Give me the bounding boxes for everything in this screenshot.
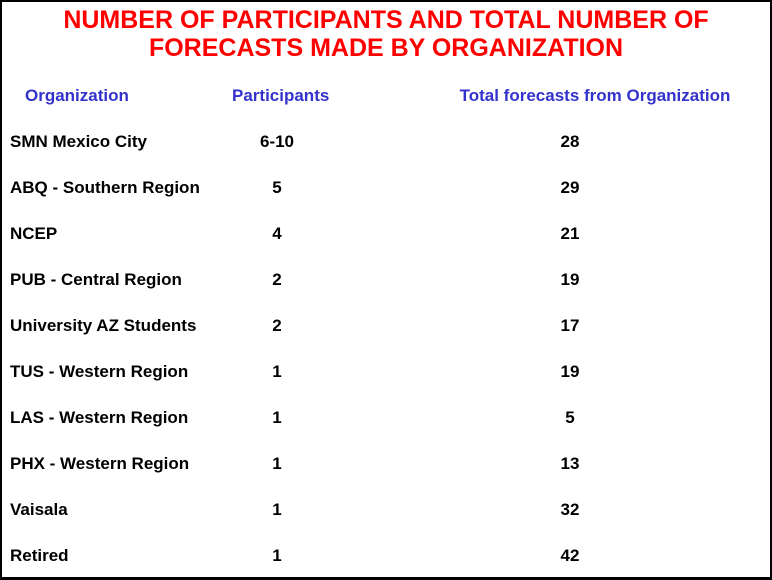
column-header-total-forecasts: Total forecasts from Organization bbox=[459, 86, 731, 105]
participants-cell: 1 bbox=[272, 546, 282, 565]
participants-cell: 6-10 bbox=[259, 132, 295, 151]
title-line-2: FORECASTS MADE BY ORGANIZATION bbox=[148, 34, 624, 62]
total-cell: 42 bbox=[560, 546, 580, 565]
table-row bbox=[2, 119, 770, 165]
org-cell: PHX - Western Region bbox=[10, 454, 190, 473]
participants-cell: 2 bbox=[272, 316, 282, 335]
total-cell: 13 bbox=[560, 454, 580, 473]
table-row bbox=[2, 533, 770, 579]
table-row bbox=[2, 487, 770, 533]
participants-cell: 1 bbox=[272, 500, 282, 519]
column-header-organization: Organization bbox=[25, 86, 129, 105]
total-cell: 28 bbox=[560, 132, 580, 151]
participants-cell: 5 bbox=[272, 178, 282, 197]
title-line-1: NUMBER OF PARTICIPANTS AND TOTAL NUMBER OF bbox=[63, 6, 709, 34]
total-cell: 5 bbox=[565, 408, 575, 427]
total-cell: 17 bbox=[560, 316, 580, 335]
participants-cell: 1 bbox=[272, 454, 282, 473]
table-row bbox=[2, 349, 770, 395]
total-cell: 19 bbox=[560, 270, 580, 289]
table-row bbox=[2, 257, 770, 303]
table-header bbox=[2, 73, 770, 119]
participants-cell: 2 bbox=[272, 270, 282, 289]
table-row bbox=[2, 211, 770, 257]
org-cell: ABQ - Southern Region bbox=[10, 178, 200, 197]
column-header-participants: Participants bbox=[232, 86, 330, 105]
table-row bbox=[2, 303, 770, 349]
org-cell: NCEP bbox=[10, 224, 58, 243]
org-cell: Retired bbox=[10, 546, 69, 565]
page-title bbox=[2, 6, 770, 62]
participants-cell: 4 bbox=[272, 224, 282, 243]
total-cell: 19 bbox=[560, 362, 580, 381]
org-cell: TUS - Western Region bbox=[10, 362, 189, 381]
org-cell: SMN Mexico City bbox=[10, 132, 147, 151]
total-cell: 29 bbox=[560, 178, 580, 197]
org-cell: University AZ Students bbox=[10, 316, 197, 335]
org-cell: PUB - Central Region bbox=[10, 270, 182, 289]
participants-cell: 1 bbox=[272, 362, 282, 381]
org-cell: LAS - Western Region bbox=[10, 408, 189, 427]
total-cell: 32 bbox=[560, 500, 580, 519]
org-cell: Vaisala bbox=[10, 500, 68, 519]
table-row bbox=[2, 441, 770, 487]
table-row bbox=[2, 395, 770, 441]
table-row bbox=[2, 165, 770, 211]
participants-cell: 1 bbox=[272, 408, 282, 427]
total-cell: 21 bbox=[560, 224, 580, 243]
